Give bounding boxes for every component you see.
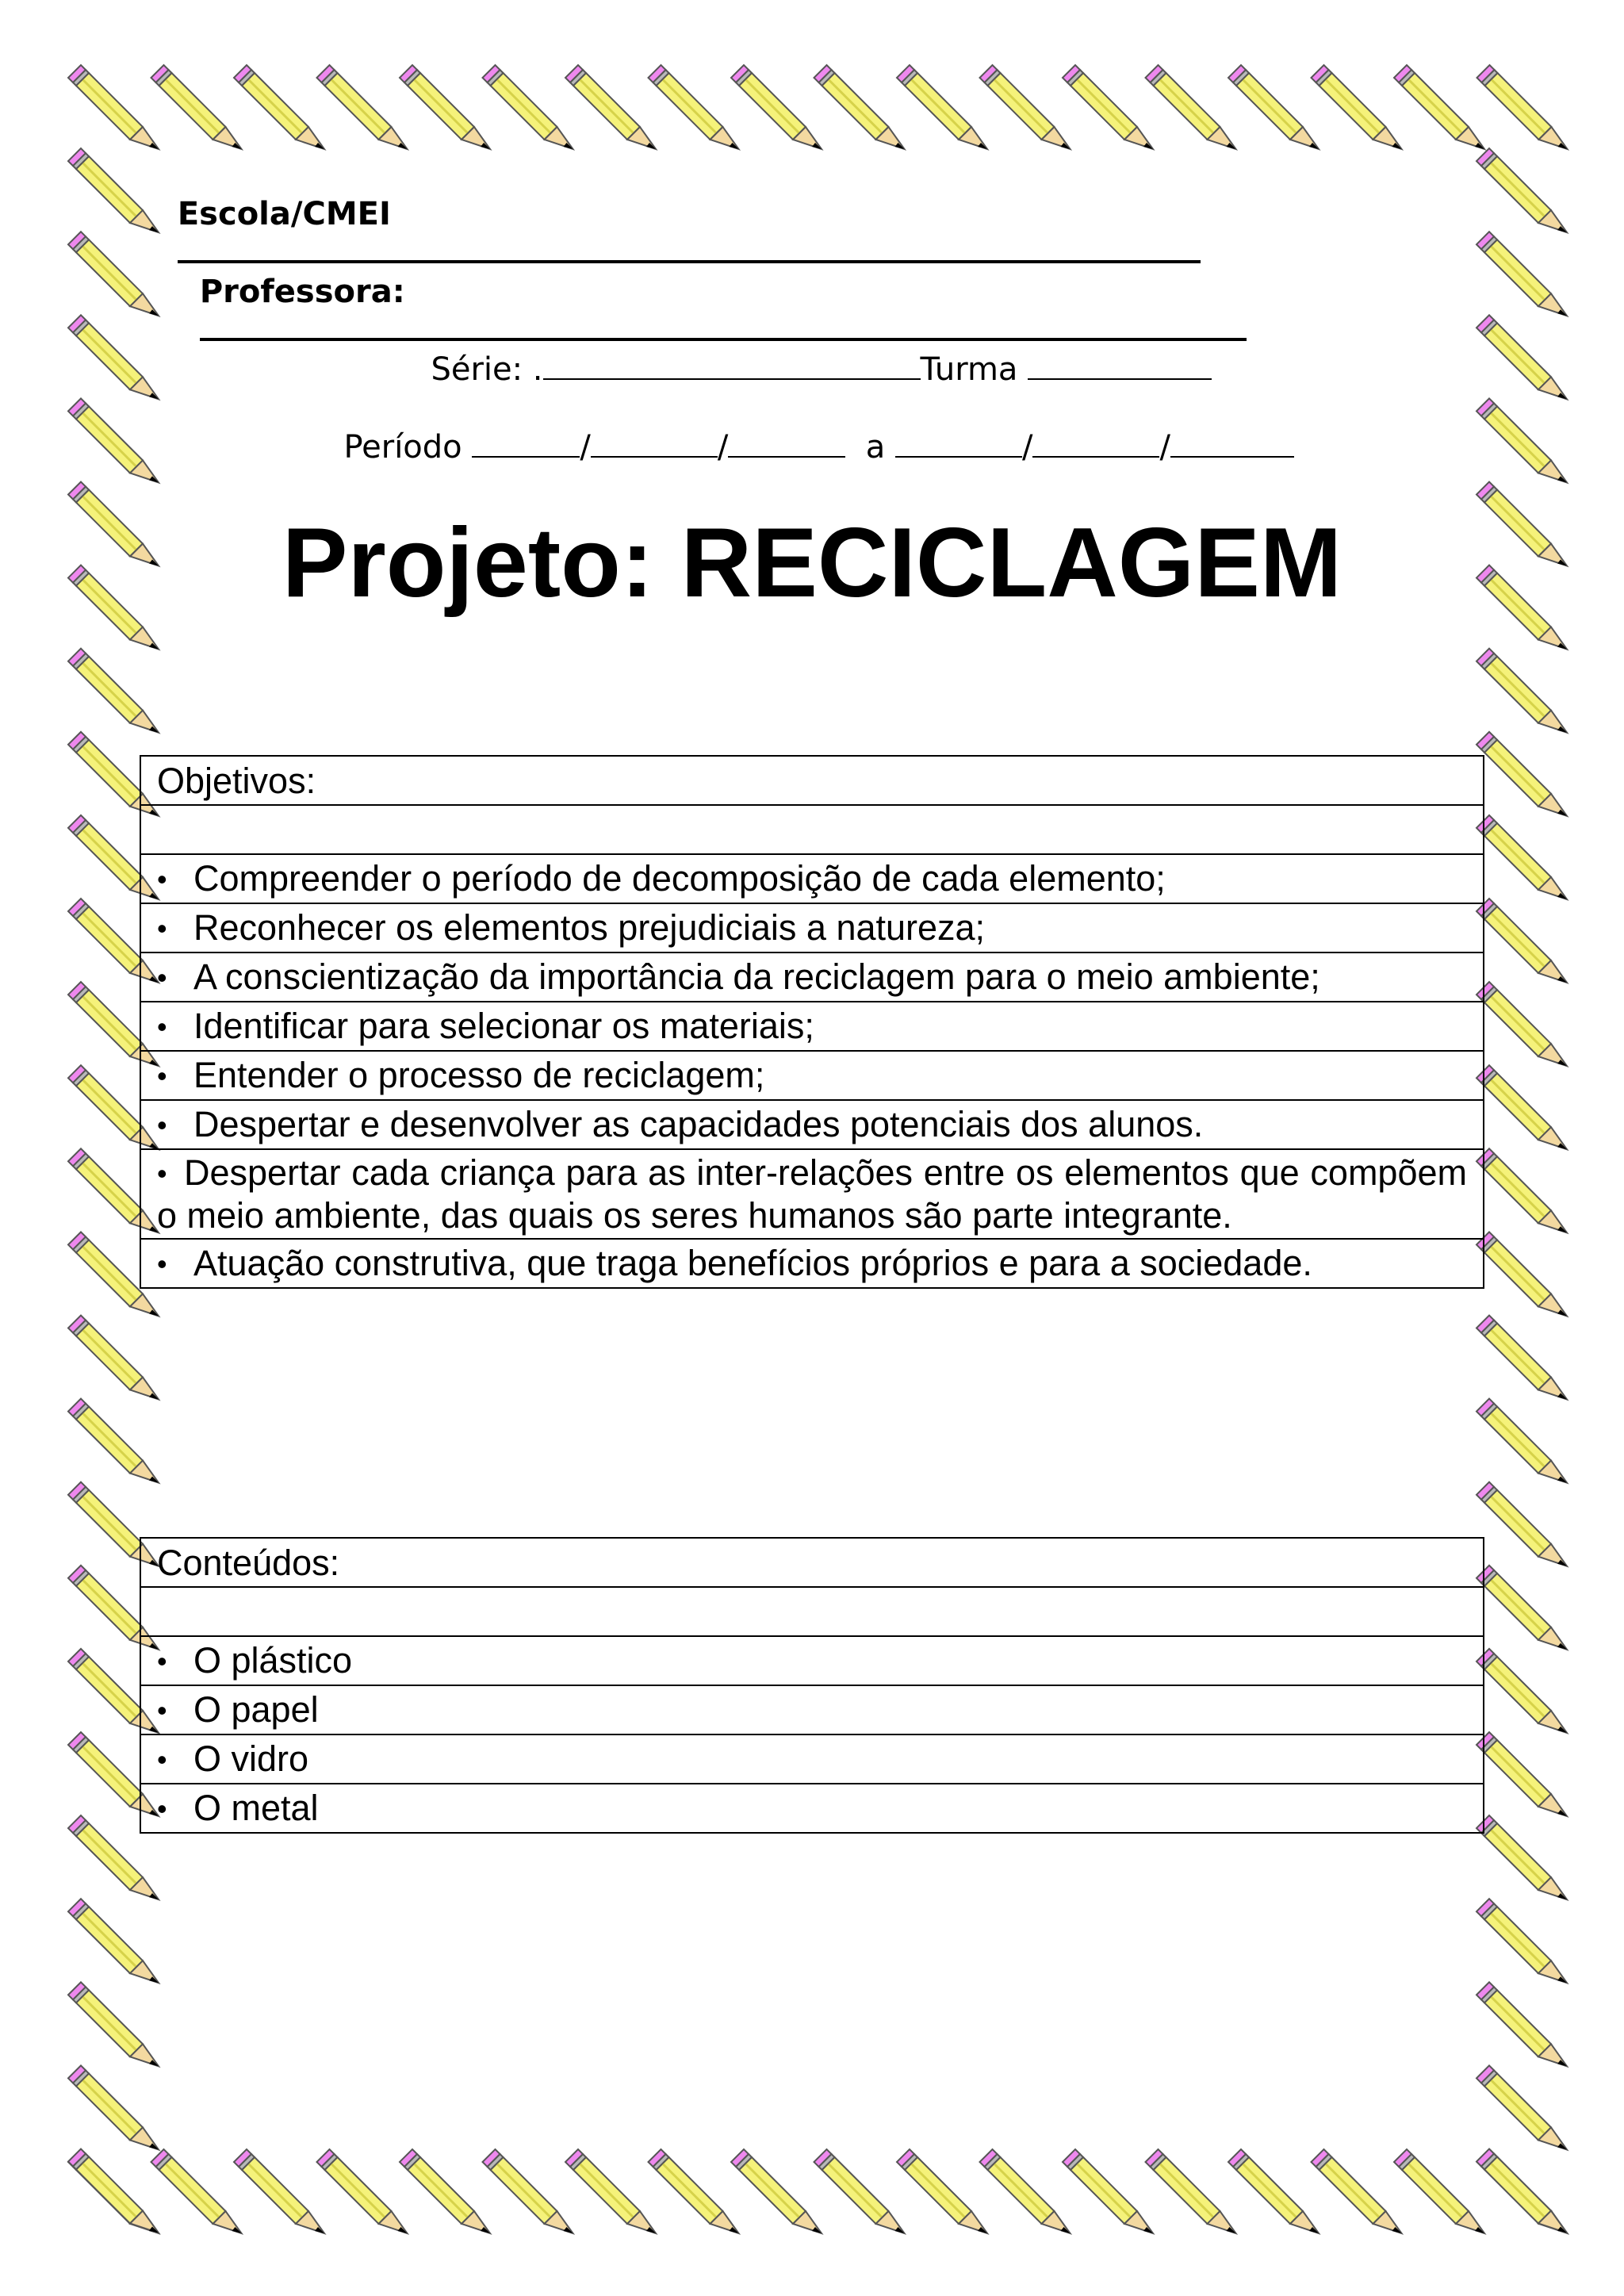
bullet-icon: • [157, 1248, 167, 1280]
pencil-icon [1477, 315, 1567, 399]
conteudo-text: O vidro [193, 1738, 309, 1779]
pencil-icon [1146, 2149, 1236, 2233]
bullet-icon: • [157, 1157, 167, 1190]
serie-turma-field [411, 312, 1212, 389]
pencil-icon [234, 2149, 324, 2233]
objetivos-heading: Objetivos: [140, 756, 1484, 805]
conteudo-item [140, 1784, 1484, 1833]
bullet-icon: • [157, 1109, 167, 1141]
pencil-icon [1477, 1815, 1567, 1899]
pencil-icon [1477, 2149, 1567, 2233]
periodo-day-start[interactable] [472, 432, 580, 458]
pencil-icon [68, 398, 159, 482]
conteudo-item [140, 1734, 1484, 1784]
bullet-icon: • [157, 912, 167, 945]
objetivos-spacer-row [140, 805, 1484, 854]
conteudos-heading: Conteúdos: [140, 1538, 1484, 1587]
pencil-icon [1312, 65, 1402, 149]
pencil-icon [151, 65, 242, 149]
pencil-icon [1477, 1732, 1567, 1816]
pencil-icon [400, 65, 490, 149]
pencil-icon [1063, 2149, 1153, 2233]
pencil-icon [1477, 732, 1567, 816]
bullet-icon: • [157, 1743, 167, 1776]
slash: / [1159, 429, 1170, 466]
objetivo-text: Despertar e desenvolver as capacidades potenciais dos alunos. [193, 1104, 1204, 1144]
pencil-icon [1477, 65, 1568, 149]
objetivo-text: Reconhecer os elementos prejudiciais a natureza; [193, 907, 986, 948]
pencil-icon [1477, 398, 1567, 482]
pencil-icon [151, 2149, 242, 2233]
objetivo-text: A conscientização da importância da reciclagem para o meio ambiente; [193, 956, 1320, 997]
pencil-icon [1477, 1982, 1567, 2066]
pencil-icon [649, 2149, 739, 2233]
pencil-icon [68, 232, 159, 316]
pencil-icon [68, 65, 159, 149]
pencil-icon [897, 65, 987, 149]
objetivo-text: Despertar cada criança para as inter-relações entre os elementos que compõem o meio ambiente, das quais os seres humanos são parte integrante. [157, 1152, 1467, 1236]
pencil-icon [68, 1399, 159, 1483]
turma-blank[interactable] [1028, 355, 1212, 380]
pencil-icon [1228, 2149, 1319, 2233]
conteudo-item [140, 1685, 1484, 1734]
bullet-icon: • [157, 1694, 167, 1727]
pencil-icon [1477, 815, 1567, 899]
pencil-icon [1063, 65, 1153, 149]
pencil-icon [1477, 1316, 1567, 1400]
pencil-icon [68, 1982, 159, 2066]
slash: / [1022, 429, 1033, 466]
periodo-day-end[interactable] [895, 432, 1022, 458]
pencil-icon [1394, 65, 1484, 149]
pencil-icon [814, 65, 905, 149]
pencil-icon [483, 65, 573, 149]
periodo-month-start[interactable] [591, 432, 718, 458]
pencil-icon [565, 2149, 656, 2233]
periodo-a-label: a [865, 429, 886, 466]
pencil-icon [731, 65, 822, 149]
bullet-icon: • [157, 1010, 167, 1043]
pencil-icon [1477, 982, 1567, 1066]
pencil-icon [68, 148, 159, 232]
pencil-icon [980, 65, 1071, 149]
pencil-icon [1477, 1232, 1567, 1316]
periodo-year-start[interactable] [728, 432, 845, 458]
slash: / [580, 429, 591, 466]
conteudo-text: O metal [193, 1788, 319, 1828]
pencil-icon [1228, 65, 1319, 149]
objetivo-item [140, 1239, 1484, 1288]
bullet-icon: • [157, 1645, 167, 1677]
pencil-icon [1477, 148, 1567, 232]
pencil-icon [1477, 1482, 1567, 1566]
pencil-icon [68, 1316, 159, 1400]
objetivo-text: Entender o processo de reciclagem; [193, 1055, 765, 1095]
objetivo-item [140, 1149, 1484, 1239]
pencil-icon [1477, 899, 1567, 983]
pencil-icon [1477, 232, 1567, 316]
pencil-icon [1312, 2149, 1402, 2233]
pencil-icon [649, 65, 739, 149]
serie-blank[interactable] [543, 355, 921, 380]
objetivo-text: Compreender o período de decomposição de cada elemento; [193, 858, 1166, 899]
pencil-icon [68, 649, 159, 733]
pencil-icon [1477, 1899, 1567, 1983]
objetivo-item [140, 1002, 1484, 1051]
objetivos-table [140, 755, 1484, 1289]
bullet-icon: • [157, 1060, 167, 1092]
pencil-icon [317, 2149, 408, 2233]
pencil-icon [1477, 1148, 1567, 1232]
conteudos-table [140, 1537, 1484, 1834]
pencil-icon [68, 2065, 159, 2149]
serie-label: Série: . [431, 351, 543, 388]
periodo-field [324, 390, 1294, 466]
pencil-icon [1477, 1399, 1567, 1483]
conteudos-spacer-row [140, 1587, 1484, 1636]
professora-label: Professora: [199, 274, 405, 310]
slash: / [717, 429, 729, 466]
pencil-icon [814, 2149, 905, 2233]
pencil-icon [1477, 1649, 1567, 1733]
pencil-icon [1477, 649, 1567, 733]
objetivo-item [140, 1051, 1484, 1100]
objetivo-text: Identificar para selecionar os materiais; [193, 1006, 814, 1046]
conteudo-item [140, 1636, 1484, 1685]
pencil-icon [317, 65, 408, 149]
pencil-icon [1394, 2149, 1484, 2233]
conteudo-text: O papel [193, 1689, 319, 1730]
project-title: Projeto: RECICLAGEM [282, 508, 1342, 618]
pencil-icon [400, 2149, 490, 2233]
escola-label: Escola/CMEI [177, 196, 391, 232]
bullet-icon: • [157, 1792, 167, 1825]
pencil-icon [68, 315, 159, 399]
periodo-label: Período [343, 429, 462, 466]
periodo-year-end[interactable] [1170, 432, 1294, 458]
pencil-icon [565, 65, 656, 149]
pencil-icon [483, 2149, 573, 2233]
objetivo-item [140, 854, 1484, 903]
pencil-icon [1477, 1065, 1567, 1149]
conteudo-text: O plástico [193, 1640, 353, 1681]
pencil-icon [897, 2149, 987, 2233]
bullet-icon: • [157, 961, 167, 994]
objetivo-item [140, 903, 1484, 953]
turma-label: Turma [920, 351, 1018, 388]
pencil-icon [1146, 65, 1236, 149]
objetivo-item [140, 953, 1484, 1002]
pencil-icon [234, 65, 324, 149]
pencil-icon [1477, 2065, 1567, 2149]
pencil-icon [1477, 1566, 1567, 1650]
periodo-month-end[interactable] [1032, 432, 1159, 458]
objetivo-text: Atuação construtiva, que traga benefícios próprios e para a sociedade. [193, 1243, 1312, 1283]
pencil-icon [68, 2149, 159, 2233]
objetivo-item [140, 1100, 1484, 1149]
pencil-icon [731, 2149, 822, 2233]
pencil-icon [980, 2149, 1071, 2233]
bullet-icon: • [157, 863, 167, 895]
pencil-icon [68, 1899, 159, 1983]
